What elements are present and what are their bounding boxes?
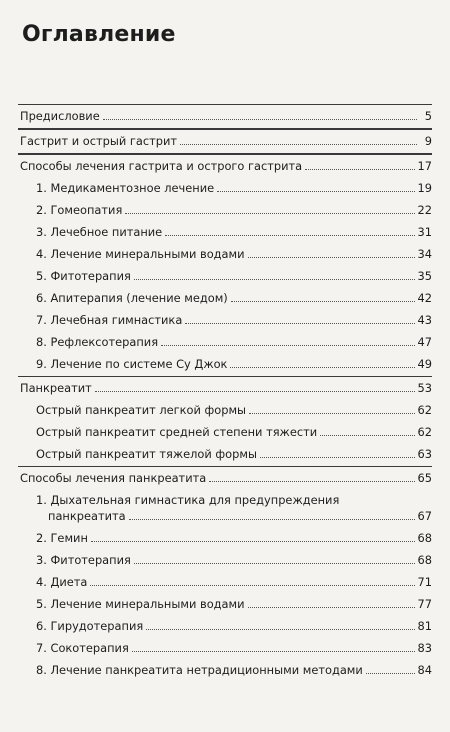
toc-page-number: 22 — [417, 203, 432, 217]
toc-entry-label: Острый панкреатит тяжелой формы — [36, 447, 257, 461]
toc-page-number: 63 — [417, 447, 432, 461]
dot-leader — [366, 672, 415, 674]
dot-leader — [146, 628, 414, 630]
toc-subsection-entry[interactable] — [18, 200, 432, 222]
toc-page-number: 43 — [417, 313, 432, 327]
dot-leader — [209, 480, 414, 482]
toc-subsection-entry[interactable] — [18, 444, 432, 466]
toc-page-number: 31 — [417, 225, 432, 239]
dot-leader — [305, 168, 414, 170]
toc-page-number: 81 — [417, 619, 432, 633]
toc-section-entry[interactable] — [18, 466, 432, 490]
toc-page-number: 62 — [417, 403, 432, 417]
toc-subsection-entry[interactable] — [18, 310, 432, 332]
bleed-through-text — [100, 40, 430, 104]
toc-entry-label: 5. Фитотерапия — [36, 269, 131, 283]
toc-entry-label: 7. Сокотерапия — [36, 641, 129, 655]
dot-leader — [260, 456, 415, 458]
dot-leader — [134, 562, 415, 564]
toc-entry-label: 3. Фитотерапия — [36, 553, 131, 567]
toc-subsection-entry[interactable] — [18, 244, 432, 266]
toc-page-number: 65 — [417, 471, 432, 485]
toc-page-number: 49 — [417, 357, 432, 371]
toc-entry-label: 6. Апитерапия (лечение медом) — [36, 291, 228, 305]
toc-section-entry[interactable] — [18, 154, 432, 178]
toc-page-number: 68 — [417, 531, 432, 545]
dot-leader — [103, 118, 417, 120]
toc-page-number: 83 — [417, 641, 432, 655]
toc-subsection-entry[interactable] — [18, 332, 432, 354]
dot-leader — [180, 143, 417, 145]
toc-page-number: 77 — [417, 597, 432, 611]
toc-entry-label: 9. Лечение по системе Су Джок — [36, 357, 228, 371]
dot-leader — [165, 234, 414, 236]
toc-entry-label: Гастрит и острый гастрит — [20, 134, 177, 148]
toc-section-entry[interactable] — [18, 376, 432, 400]
toc-entry-label: Предисловие — [20, 109, 100, 123]
toc-page-number: 47 — [417, 335, 432, 349]
toc-entry-label: Острый панкреатит легкой формы — [36, 403, 247, 417]
dot-leader — [91, 540, 415, 542]
toc-entry-label: 1. Медикаментозное лечение — [36, 181, 215, 195]
toc-entry-label: 2. Гомеопатия — [36, 203, 123, 217]
toc-subsection-entry[interactable] — [18, 616, 432, 638]
dot-leader — [132, 650, 415, 652]
table-of-contents — [18, 104, 432, 682]
toc-page-number: 34 — [417, 247, 432, 261]
toc-page-number: 84 — [417, 663, 432, 677]
dot-leader — [231, 300, 415, 302]
dot-leader — [217, 190, 414, 192]
dot-leader — [134, 278, 415, 280]
toc-subsection-entry[interactable] — [18, 528, 432, 550]
dot-leader — [185, 322, 414, 324]
toc-entry-label: 4. Диета — [36, 575, 88, 589]
dot-leader — [129, 518, 415, 520]
toc-entry-label: 2. Гемин — [36, 531, 88, 545]
toc-subsection-entry[interactable] — [18, 288, 432, 310]
toc-subsection-entry[interactable] — [18, 400, 432, 422]
dot-leader — [320, 434, 414, 436]
toc-page-number: 53 — [417, 381, 432, 395]
toc-page-number: 9 — [424, 134, 432, 148]
toc-entry-label: Способы лечения гастрита и острого гастрита — [20, 159, 303, 173]
toc-subsection-entry[interactable] — [18, 638, 432, 660]
toc-entry-label: 8. Лечение панкреатита нетрадиционными методами — [36, 663, 363, 677]
toc-subsection-entry[interactable] — [18, 550, 432, 572]
toc-subsection-entry[interactable] — [18, 422, 432, 444]
toc-page-number: 68 — [417, 553, 432, 567]
toc-page-number: 62 — [417, 425, 432, 439]
dot-leader — [125, 212, 414, 214]
toc-entry-label: 7. Лечебная гимнастика — [36, 313, 183, 327]
toc-page-number: 5 — [424, 109, 432, 123]
dot-leader — [248, 256, 415, 258]
toc-subsection-entry[interactable] — [18, 572, 432, 594]
toc-entry-label: 4. Лечение минеральными водами — [36, 247, 245, 261]
dot-leader — [249, 412, 414, 414]
toc-entry-label: 1. Дыхательная гимнастика для предупреждения — [36, 493, 340, 507]
toc-subsection-entry[interactable] — [18, 178, 432, 200]
toc-entry-label: Способы лечения панкреатита — [20, 471, 207, 485]
toc-page-number: 42 — [417, 291, 432, 305]
toc-entry-label-continued: панкреатита — [48, 509, 126, 523]
page-title: Оглавление — [22, 22, 176, 47]
toc-section-entry[interactable] — [18, 129, 432, 154]
toc-subsection-entry[interactable] — [18, 222, 432, 244]
dot-leader — [90, 584, 414, 586]
toc-entry-label: Острый панкреатит средней степени тяжести — [36, 425, 318, 439]
toc-subsection-entry[interactable] — [18, 660, 432, 682]
toc-entry-label: 8. Рефлексотерапия — [36, 335, 159, 349]
toc-entry-label: 5. Лечение минеральными водами — [36, 597, 245, 611]
dot-leader — [248, 606, 415, 608]
dot-leader — [161, 344, 414, 346]
toc-page-number: 17 — [417, 159, 432, 173]
toc-entry-label: Панкреатит — [20, 381, 92, 395]
toc-entry-label: 6. Гирудотерапия — [36, 619, 144, 633]
toc-page-number: 19 — [417, 181, 432, 195]
toc-subsection-entry[interactable] — [18, 594, 432, 616]
toc-page-number: 71 — [417, 575, 432, 589]
toc-subsection-entry[interactable] — [18, 266, 432, 288]
toc-entry-label: 3. Лечебное питание — [36, 225, 163, 239]
toc-page-number: 67 — [417, 509, 432, 523]
toc-entry-continuation — [36, 509, 432, 523]
toc-page-number: 35 — [417, 269, 432, 283]
toc-subsection-entry[interactable] — [18, 490, 432, 528]
toc-section-entry[interactable] — [18, 104, 432, 129]
dot-leader — [95, 390, 415, 392]
toc-subsection-entry[interactable] — [18, 354, 432, 376]
dot-leader — [230, 366, 414, 368]
